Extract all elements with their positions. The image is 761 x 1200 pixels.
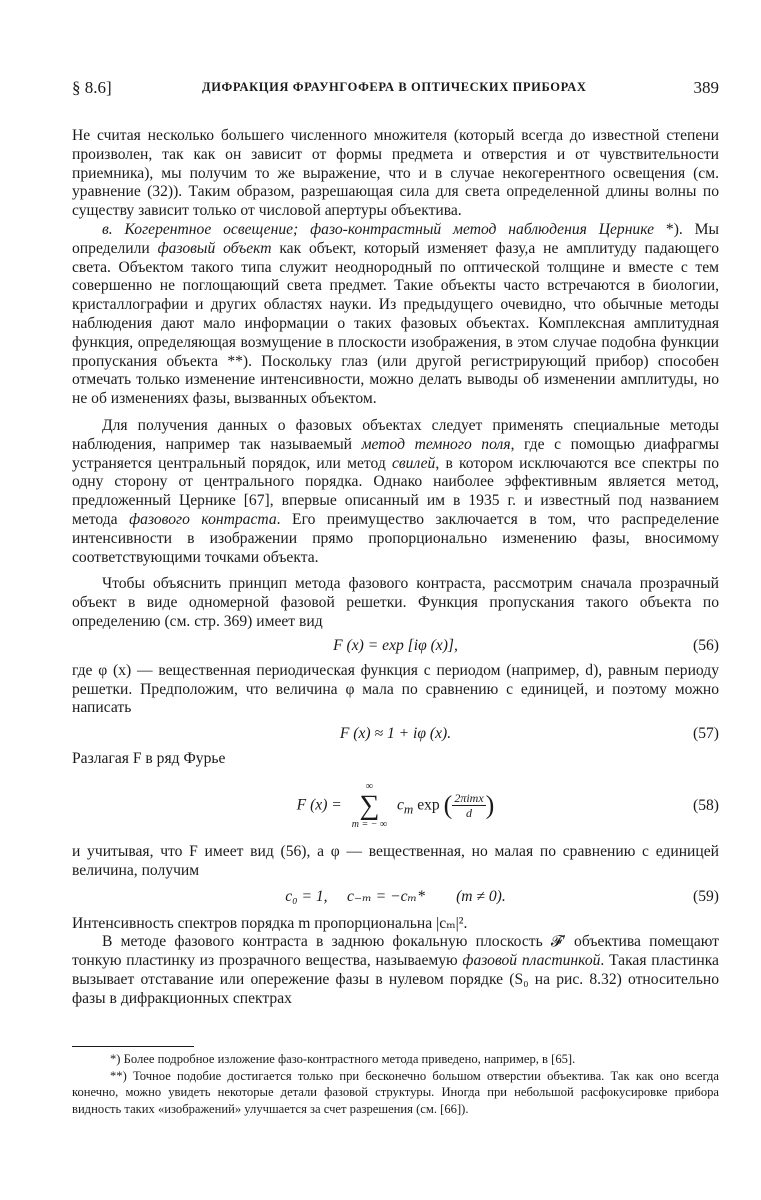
footnote-1: *) Более подробное изложение фазо-контрастного метода приведено, например, в [65]. bbox=[110, 1052, 576, 1066]
section-number: § 8.6] bbox=[72, 78, 112, 97]
footnote-separator bbox=[72, 1046, 194, 1047]
equation-59: c₀ = 1, c₋ₘ = −cₘ* (m ≠ 0). (59) bbox=[285, 888, 719, 906]
page-header bbox=[72, 78, 719, 102]
main-text bbox=[72, 127, 719, 1008]
term-phase-contrast: фазового контраста bbox=[129, 510, 277, 528]
equation-number: (56) bbox=[693, 637, 719, 655]
equation-56: F (x) = exp [iφ (x)], (56) bbox=[333, 637, 719, 655]
footnotes bbox=[72, 1051, 719, 1117]
paragraph-3: Для получения данных о фазовых объектах следует применять специальные методы наблюдения, например так называемый метод темного поля, где с помощью диафрагмы устраняется центральный порядок, или метод свилей, в котором исключаются все спектры по одну сторону от центрального порядка. Однако наиболее эффективным является метод, предложенный Цернике [67], впервые описанный им в 1935 г. и известный под названием метода фазового контраста. Его преимущество заключается в том, что распределение интенсивности в изображении прямо пропорционально изменению фазы, вносимому соответствующими точками объекта. bbox=[72, 416, 719, 566]
paragraph-9: В методе фазового контраста в заднюю фокальную плоскость 𝓕′ объектива помещают тонкую пластинку из прозрачного вещества, называемую фазовой пластинкой. Такая пластинка вызывает отставание или опережение фазы в нулевом порядке (S₀ на рис. 8.32) относительно фазы в дифракционных спектрах bbox=[72, 933, 719, 1007]
equation-number: (59) bbox=[693, 888, 719, 906]
footnote-2: **) Точное подобие достигается только при бесконечно большом отверстии объектива. Так как оно всегда конечно, можно увидеть некоторые детали фазовой структуры. Иногда при небольшой расфокусировке прибора видность таких «изображений» улучшается за счет разрешения (см. [66]). bbox=[72, 1068, 719, 1116]
summation-sign: ∞ ∑ m = − ∞ bbox=[351, 780, 388, 830]
equation-number: (57) bbox=[693, 724, 719, 742]
paragraph-8: Интенсивность спектров порядка m пропорциональна |cₘ|². bbox=[72, 914, 468, 932]
page-number: 389 bbox=[693, 78, 719, 97]
paragraph-2: в. Когерентное освещение; фазо-контрастный метод наблюдения Цернике *). Мы определили фазовый объект как объект, который изменяет фазу,а не амплитуду падающего света. Объектом такого типа служит неоднородный по оптической толщине и вместе с тем совершенно не поглощающий света предмет. Такие объекты часто встречаются в биологии, кристаллографии и других областях науки. Из предыдущего очевидно, что обычные методы наблюдения дают мало информации о таких фазовых объектах. Комплексная амплитудная функция, определяющая возмущение в плоскости изображения, в этом случае подобна функции пропускания объекта **). Поскольку глаз (или другой регистрирующий прибор) способен отмечать только изменение интенсивности, можно делать выводы об изменении амплитуды, но не об изменениях фазы, вызванных объектом. bbox=[72, 220, 719, 408]
term-phase-object: фазовый объект bbox=[157, 239, 272, 257]
term-schlieren: свилей bbox=[391, 454, 436, 472]
term-phase-plate: фазовой пластинкой bbox=[462, 952, 601, 970]
paragraph-6: Разлагая F в ряд Фурье bbox=[72, 750, 226, 768]
paragraph-4: Чтобы объяснить принцип метода фазового контраста, рассмотрим сначала прозрачный объект в виде одномерной фазовой решетки. Функция пропускания такого объекта по определению (см. стр. 369) имеет вид bbox=[72, 575, 719, 630]
running-title: ДИФРАКЦИЯ ФРАУНГОФЕРА В ОПТИЧЕСКИХ ПРИБОРАХ bbox=[202, 80, 587, 94]
equation-number: (58) bbox=[693, 796, 719, 814]
equation-57: F (x) ≈ 1 + iφ (x). (57) bbox=[339, 724, 719, 742]
subsection-heading: в. Когерентное освещение; фазо-контрастный метод наблюдения Цернике bbox=[102, 220, 655, 238]
paragraph-1: Не считая несколько большего численного множителя (который всегда до известной степени произволен, так как он зависит от формы предмета и отверстия и от чувствительности приемника), мы получим то же выражение, что и в случае некогерентного освещения (см. уравнение (32)). Таким образом, разрешающая сила для света определенной длины волны по существу зависит только от числовой апертуры объектива. bbox=[72, 127, 719, 220]
equation-58: F (x) = ∞ ∑ m = − ∞ $c_m$ exp ( $\frac{\text{2πimx}}{d}$ ) (58) bbox=[296, 780, 719, 830]
fraction: $\frac{\text{2πimx}}{d}$ bbox=[454, 791, 484, 821]
paragraph-5: где φ (x) — вещественная периодическая функция с периодом (например, d), равным периоду решетки. Предположим, что величина φ мала по сравнению с единицей, и поэтому можно написать bbox=[72, 661, 719, 717]
paragraph-7: и учитывая, что F имеет вид (56), а φ — вещественная, но малая по сравнению с единицей величина, получим bbox=[72, 842, 719, 879]
term-dark-field: метод темного поля bbox=[361, 435, 511, 453]
